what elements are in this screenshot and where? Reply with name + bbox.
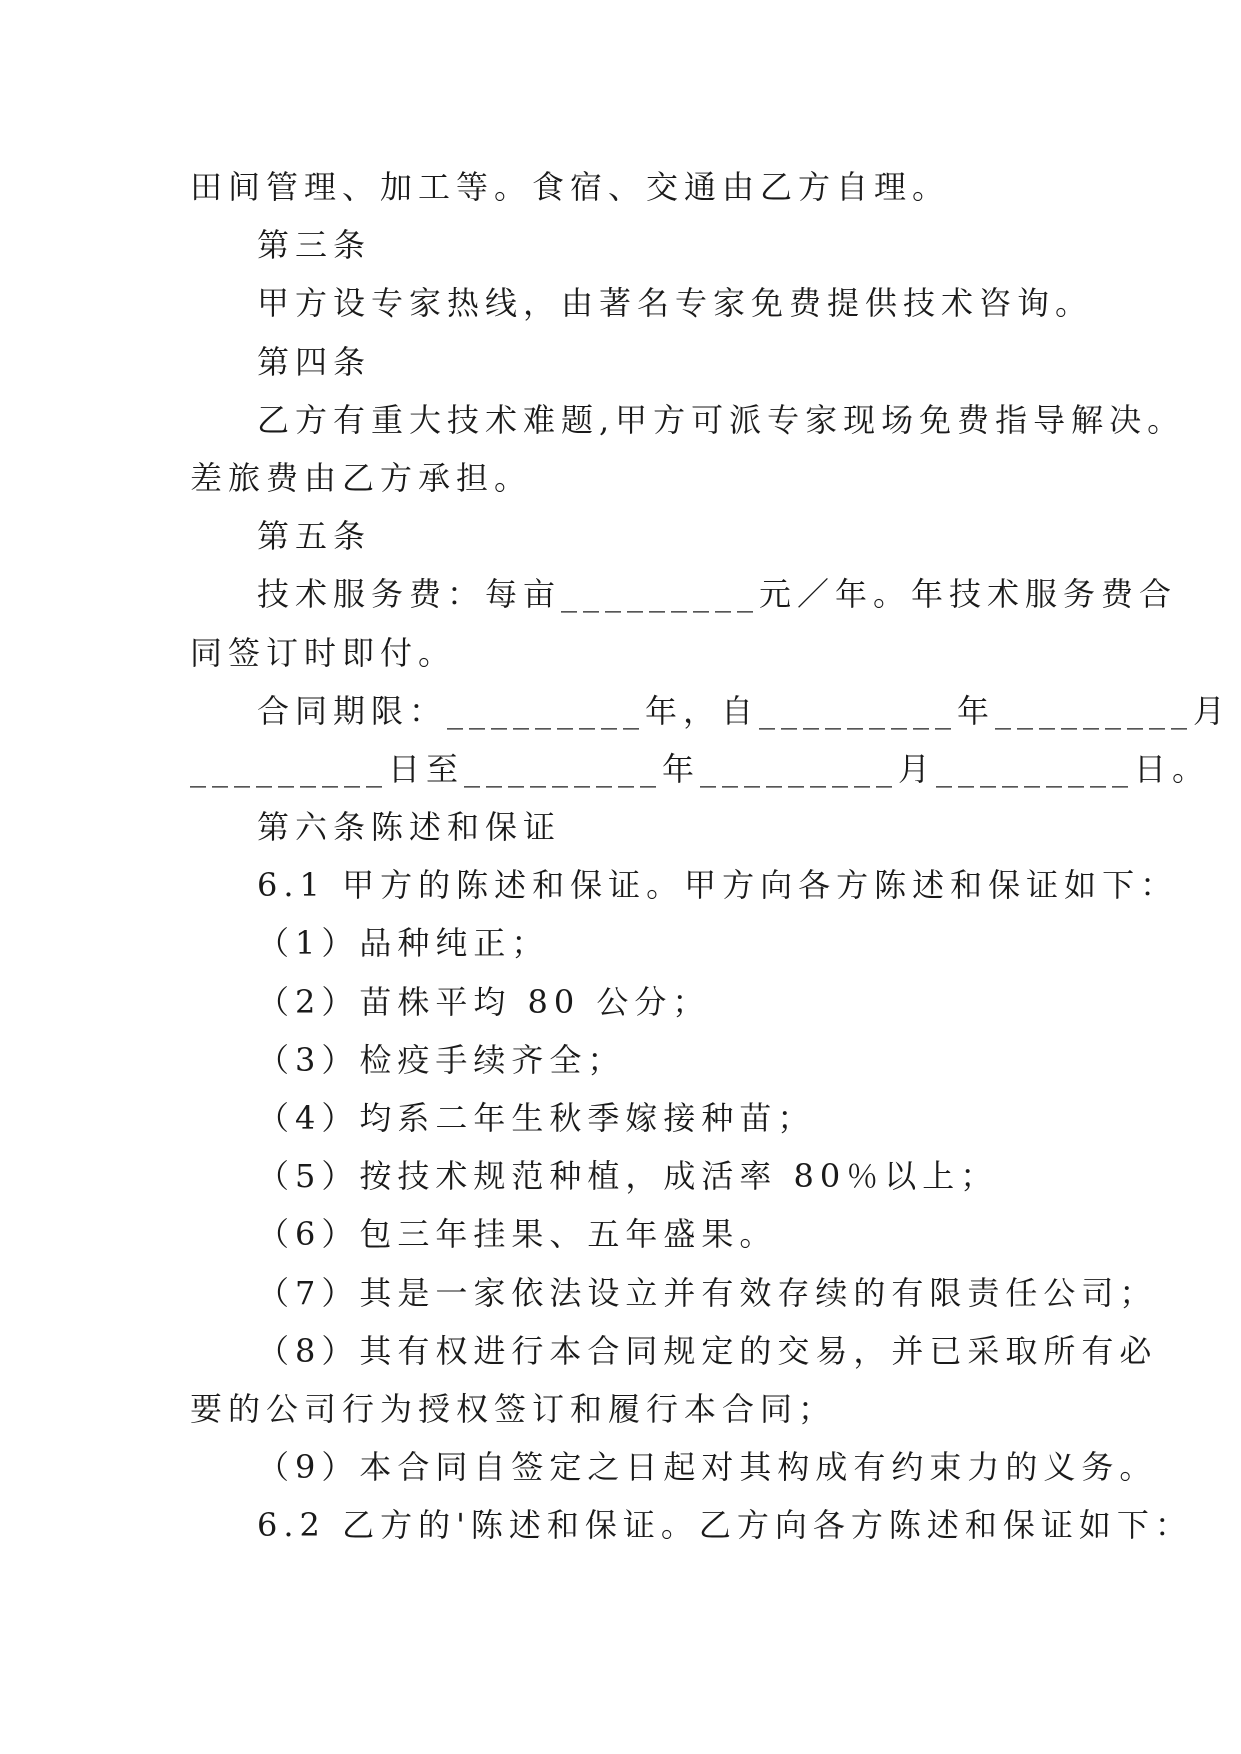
text-line: （1）品种纯正； bbox=[257, 924, 550, 963]
text-line: （4）均系二年生秋季嫁接种苗； bbox=[257, 1099, 816, 1137]
text-line: （9）本合同自签定之日起对其构成有约束力的义务。 bbox=[257, 1448, 1158, 1487]
text-line: （3）检疫手续齐全； bbox=[257, 1040, 626, 1079]
text-line: 甲方设专家热线，由著名专家免费提供技术咨询。 bbox=[257, 284, 1094, 323]
text-line: （2）苗株平均 80 公分； bbox=[257, 982, 711, 1021]
text-line: 要的公司行为授权签订和履行本合同； bbox=[190, 1389, 837, 1428]
text-line: 合同期限：_________年，自_________年_________月 bbox=[257, 691, 1232, 730]
text-line: 差旅费由乙方承担。 bbox=[190, 458, 533, 497]
text-line: 技术服务费：每亩_________元／年。年技术服务费合 bbox=[257, 575, 1178, 614]
text-line: _________日至_________年_________月_________日。 bbox=[190, 749, 1211, 788]
text-line: （6）包三年挂果、五年盛果。 bbox=[257, 1215, 778, 1254]
text-line: 同签订时即付。 bbox=[190, 633, 457, 672]
text-line: 第六条陈述和保证 bbox=[257, 808, 562, 847]
text-line: 第三条 bbox=[257, 226, 372, 265]
text-line: 乙方有重大技术难题,甲方可派专家现场免费指导解决。 bbox=[257, 400, 1186, 439]
text-line: （5）按技术规范种植，成活率 80％以上； bbox=[257, 1157, 999, 1196]
text-line: 第五条 bbox=[257, 517, 372, 556]
text-line: （7）其是一家依法设立并有效存续的有限责任公司； bbox=[257, 1273, 1158, 1312]
text-line: （8）其有权进行本合同规定的交易，并已采取所有必 bbox=[257, 1331, 1158, 1370]
document-body bbox=[190, 158, 1232, 1555]
text-line: 田间管理、加工等。食宿、交通由乙方自理。 bbox=[190, 168, 951, 206]
text-line: 6.1 甲方的陈述和保证。甲方向各方陈述和保证如下： bbox=[257, 866, 1179, 905]
text-line: 第四条 bbox=[257, 342, 372, 381]
text-line: 6.2 乙方的'陈述和保证。乙方向各方陈述和保证如下： bbox=[257, 1506, 1193, 1545]
